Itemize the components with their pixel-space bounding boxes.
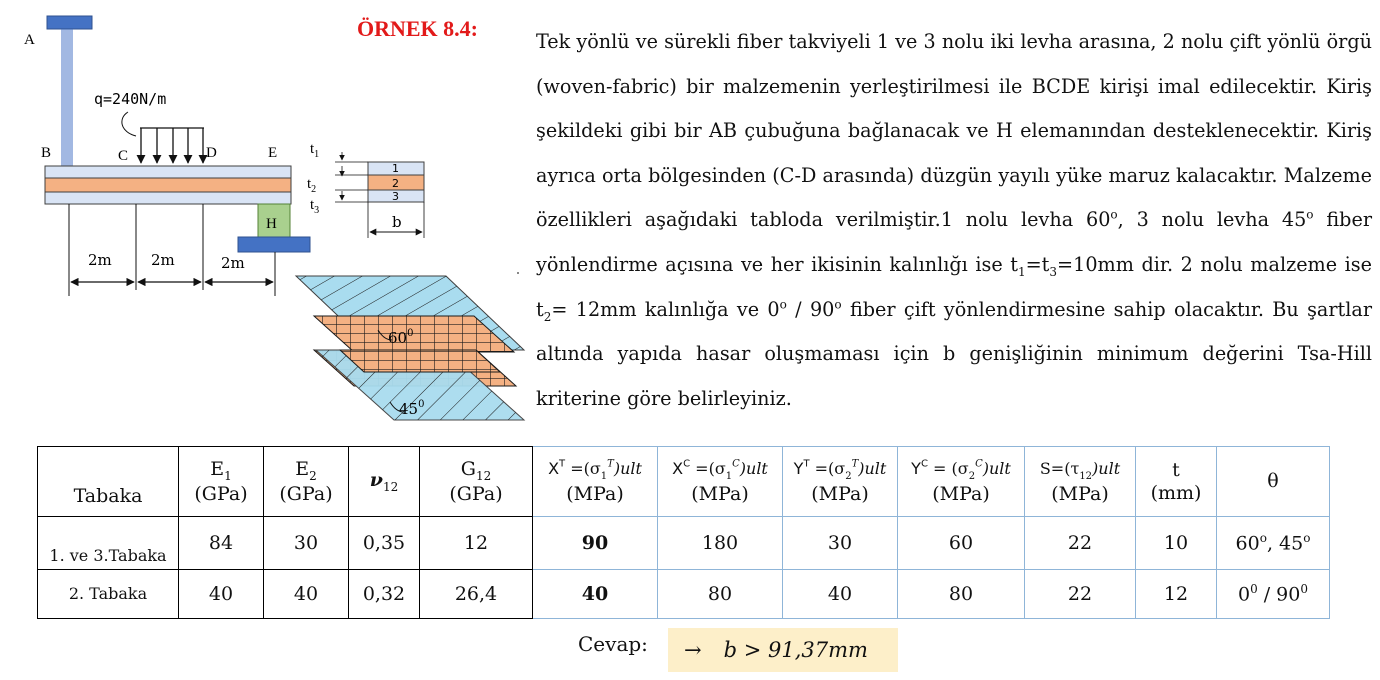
label-c: C	[118, 148, 129, 164]
material-properties-table	[37, 446, 1330, 619]
cell-theta: $0^0 / 90^0$	[1217, 570, 1330, 619]
angle-60-label: $60^0$	[388, 328, 414, 347]
section-num-3: 3	[392, 190, 399, 203]
label-t2: $t_2$	[307, 176, 317, 195]
header-nu12: $\nu_{12}$	[349, 447, 420, 517]
header-theta: θ	[1217, 447, 1330, 517]
load-leader	[122, 112, 136, 136]
support-base-plate	[238, 237, 310, 252]
cell-e1: 84	[179, 517, 264, 570]
header-t: t (mm)	[1136, 447, 1217, 517]
cell-t: 10	[1136, 517, 1217, 570]
label-h: H	[266, 216, 277, 232]
header-tabaka: Tabaka	[38, 447, 179, 517]
margin-dot	[517, 272, 519, 274]
row-name: 1. ve 3.Tabaka	[38, 517, 179, 570]
beam-figure	[0, 0, 530, 440]
header-e1: $E_1$ (GPa)	[179, 447, 264, 517]
load-label: q=240N/m	[94, 90, 167, 108]
label-t1: $t_1$	[310, 141, 320, 160]
example-title: ÖRNEK 8.4:	[357, 16, 478, 41]
cell-s: 22	[1025, 570, 1136, 619]
cell-s: 22	[1025, 517, 1136, 570]
cell-yt: 40	[783, 570, 898, 619]
cell-yc: 60	[898, 517, 1025, 570]
cell-e2: 30	[264, 517, 349, 570]
answer-label: Cevap:	[578, 632, 648, 656]
cell-t: 12	[1136, 570, 1217, 619]
cell-nu12: 0,32	[349, 570, 420, 619]
header-yt: $Y^T =(\sigma_2^T)ult$ (MPa)	[783, 447, 898, 517]
label-t3: $t_3$	[310, 197, 320, 216]
cell-yt: 30	[783, 517, 898, 570]
section-num-2: 2	[392, 177, 399, 190]
label-b-width: b	[392, 213, 402, 231]
cell-xt: 90	[533, 517, 658, 570]
table-row	[38, 570, 1330, 619]
cell-g12: 12	[420, 517, 533, 570]
cell-e2: 40	[264, 570, 349, 619]
cell-xc: 180	[658, 517, 783, 570]
label-b: B	[41, 145, 52, 161]
ply-middle-visible	[340, 350, 500, 372]
label-e: E	[268, 145, 278, 161]
load-arrows	[141, 128, 203, 163]
angle-45-label: $45^0$	[399, 399, 425, 418]
label-d: D	[206, 145, 217, 161]
cell-xt: 40	[533, 570, 658, 619]
dim-label-1: 2m	[88, 251, 112, 269]
cell-nu12: 0,35	[349, 517, 420, 570]
header-xt: $X^T =(\sigma_1^T)ult$ (MPa)	[533, 447, 658, 517]
header-s: $S=(\tau_{12})ult$ (MPa)	[1025, 447, 1136, 517]
section-ticks	[335, 152, 368, 202]
cell-yc: 80	[898, 570, 1025, 619]
beam-layer-1	[45, 166, 291, 178]
answer-arrow: →	[684, 638, 702, 662]
section-num-1: 1	[392, 162, 399, 175]
cell-g12: 26,4	[420, 570, 533, 619]
header-xc: $X^C =(\sigma_1^C)ult$ (MPa)	[658, 447, 783, 517]
cell-theta: 60$^o$, 45$^o$	[1217, 517, 1330, 570]
header-g12: $G_{12}$ (GPa)	[420, 447, 533, 517]
problem-statement: Tek yönlü ve sürekli fiber takviyeli 1 ve 3 nolu iki levha arasına, 2 nolu çift yönlü örgü (woven-fabric) bir malzemenin yerleştirilmesi ile BCDE kirişi imal edilecektir. Kiriş şekildeki gibi bir AB çubuğuna bağlanacak ve H elemanından desteklenecektir. Kiriş ayrıca orta bölgesinden (C-D arasında) düzgün yayılı yüke maruz kalacaktır. Malzeme özellikleri aşağıdaki tabloda verilmiştir.1 nolu levha 60$^o$, 3 nolu levha 45$^o$ fiber yönlendirme açısına ve her ikisinin kalınlığı ise $t_1=t_3=10mm$ dir. 2 nolu malzeme ise $t_2= 12mm$ kalınlığa ve 0$^o$ / 90$^o$ fiber çift yönlendirmesine sahip olacaktır. Bu şartlar altında yapıda hasar oluşmaması için b genişliğinin minimum değerini Tsa-Hill kriterine göre belirleyiniz.	[536, 30, 1372, 410]
table-row	[38, 517, 1330, 570]
support-plate-a	[47, 16, 92, 29]
cell-e1: 40	[179, 570, 264, 619]
row-name: 2. Tabaka	[38, 570, 179, 619]
dim-label-2: 2m	[151, 251, 175, 269]
dim-label-3: 2m	[221, 254, 245, 272]
cell-xc: 80	[658, 570, 783, 619]
header-e2: $E_2$ (GPa)	[264, 447, 349, 517]
answer-box	[668, 628, 898, 672]
label-a: A	[24, 32, 35, 48]
beam-layer-3	[45, 192, 291, 204]
rod-ab	[62, 29, 72, 166]
answer-value: b > 91,37mm	[723, 638, 868, 662]
beam-layer-2	[45, 178, 291, 192]
header-yc: $Y^C = (\sigma_2^C)ult$ (MPa)	[898, 447, 1025, 517]
